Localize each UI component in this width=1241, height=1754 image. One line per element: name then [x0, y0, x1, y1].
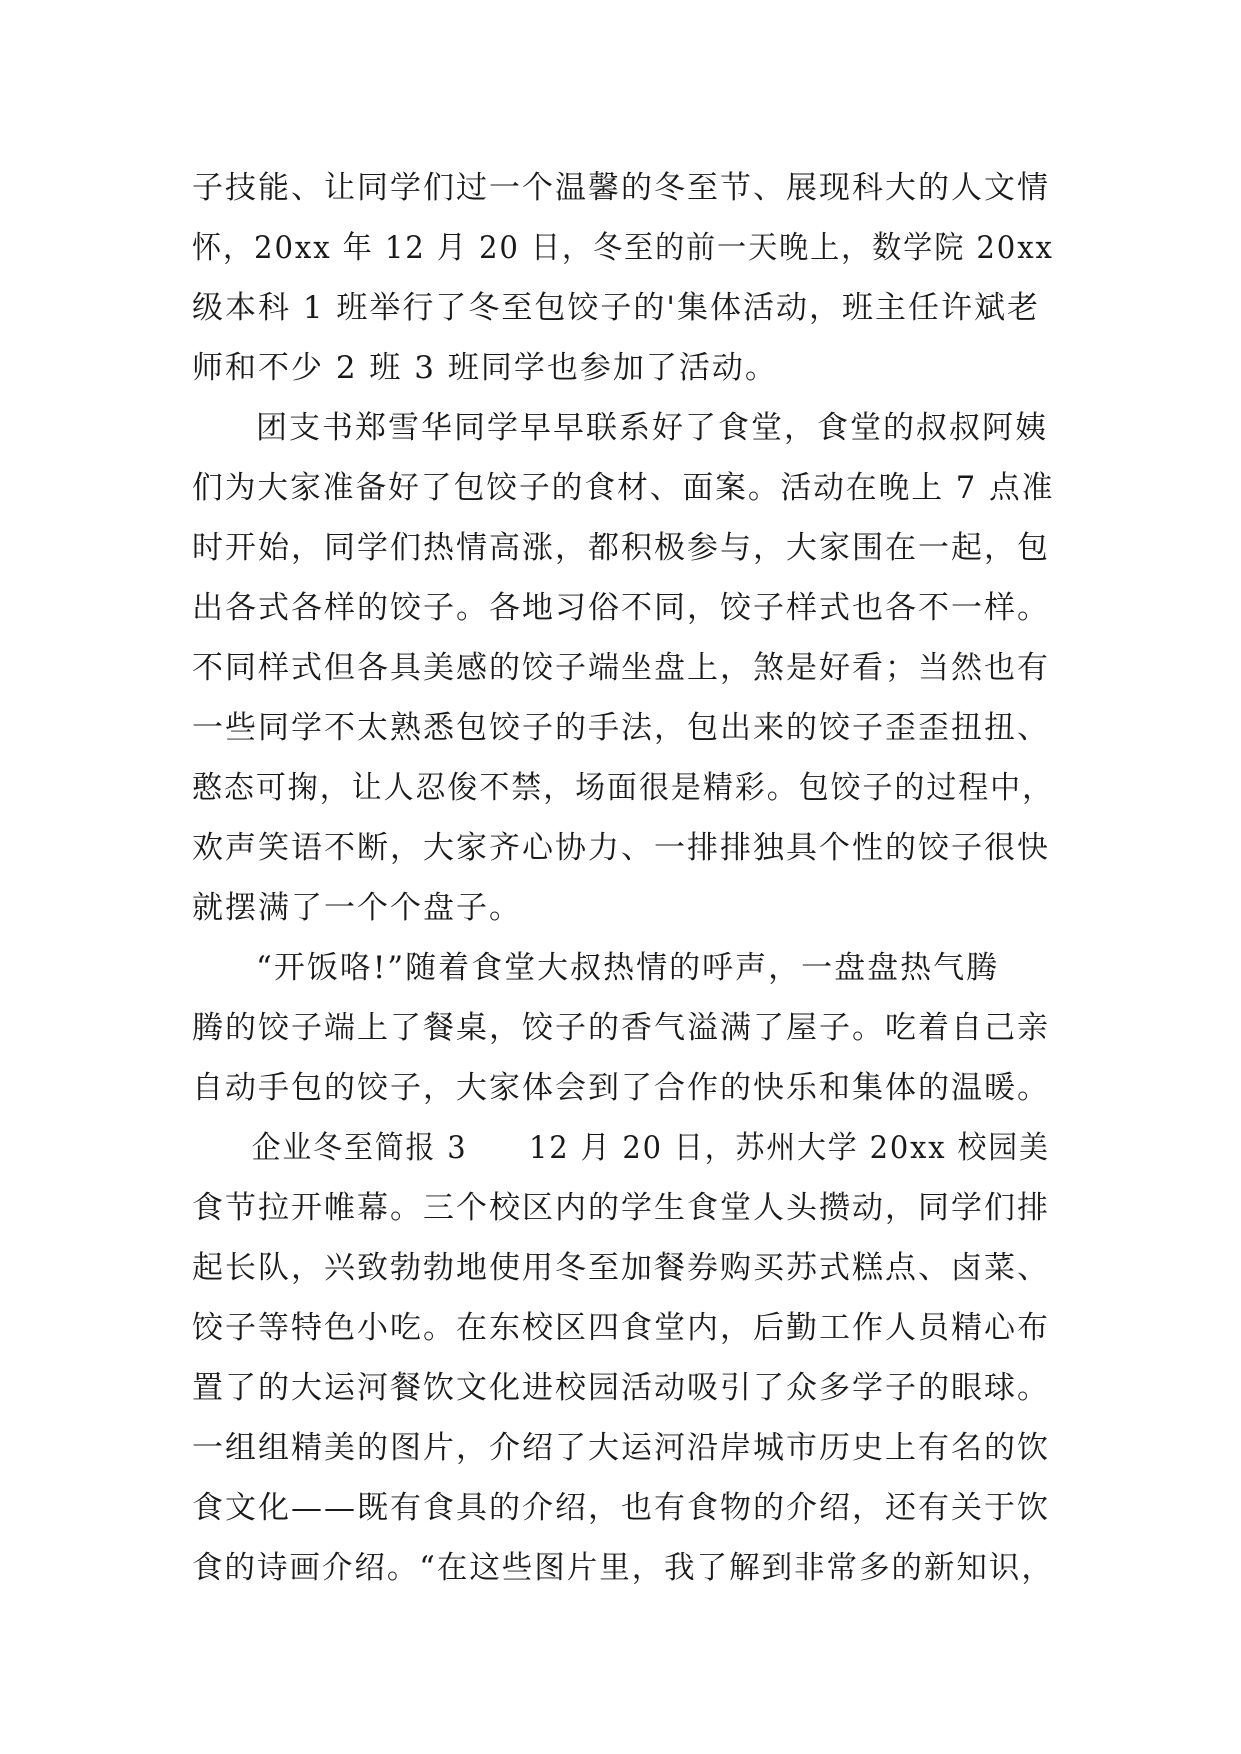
text-line: 欢声笑语不断，大家齐心协力、一排排独具个性的饺子很快: [192, 830, 1050, 866]
text-line: “开饭咯!”随着食堂大叔热情的呼声，一盘盘热气腾: [256, 950, 1000, 986]
text-line: 起长队，兴致勃勃地使用冬至加餐券购买苏式糕点、卤菜、: [192, 1250, 1050, 1286]
text-line: 不同样式但各具美感的饺子端坐盘上，煞是好看；当然也有: [192, 650, 1050, 686]
text-line: 团支书郑雪华同学早早联系好了食堂，食堂的叔叔阿姨: [256, 410, 1048, 446]
text-line: 饺子等特色小吃。在东校区四食堂内，后勤工作人员精心布: [192, 1310, 1050, 1346]
text-line: 食文化——既有食具的介绍，也有食物的介绍，还有关于饮: [192, 1490, 1050, 1526]
text-line: 置了的大运河餐饮文化进校园活动吸引了众多学子的眼球。: [192, 1370, 1050, 1406]
text-line: 腾的饺子端上了餐桌，饺子的香气溢满了屋子。吃着自己亲: [192, 1010, 1050, 1046]
text-line: 憨态可掬，让人忍俊不禁，场面很是精彩。包饺子的过程中，: [192, 770, 1055, 806]
text-line: 自动手包的饺子，大家体会到了合作的快乐和集体的温暖。: [192, 1070, 1050, 1106]
text-line: 出各式各样的饺子。各地习俗不同，饺子样式也各不一样。: [192, 590, 1050, 626]
text-line: 企业冬至简报 3 12 月 20 日，苏州大学 20xx 校园美: [251, 1130, 1050, 1166]
text-line: 食的诗画介绍。“在这些图片里，我了解到非常多的新知识，: [192, 1550, 1054, 1586]
text-line: 子技能、让同学们过一个温馨的冬至节、展现科大的人文情: [192, 170, 1050, 206]
text-line: 一组组精美的图片，介绍了大运河沿岸城市历史上有名的饮: [192, 1430, 1050, 1466]
text-line: 怀，20xx 年 12 月 20 日，冬至的前一天晚上，数学院 20xx: [192, 230, 1054, 266]
text-line: 食节拉开帷幕。三个校区内的学生食堂人头攒动，同学们排: [192, 1190, 1050, 1226]
text-line: 们为大家准备好了包饺子的食材、面案。活动在晚上 7 点准: [192, 470, 1055, 506]
text-line: 一些同学不太熟悉包饺子的手法，包出来的饺子歪歪扭扭、: [192, 710, 1050, 746]
text-line: 师和不少 2 班 3 班同学也参加了活动。: [192, 350, 778, 386]
body-text: [192, 158, 1054, 1598]
text-line: 级本科 1 班举行了冬至包饺子的'集体活动，班主任许斌老: [192, 290, 1040, 326]
text-line: 就摆满了一个个盘子。: [192, 890, 522, 926]
text-line: 时开始，同学们热情高涨，都积极参与，大家围在一起，包: [192, 530, 1050, 566]
